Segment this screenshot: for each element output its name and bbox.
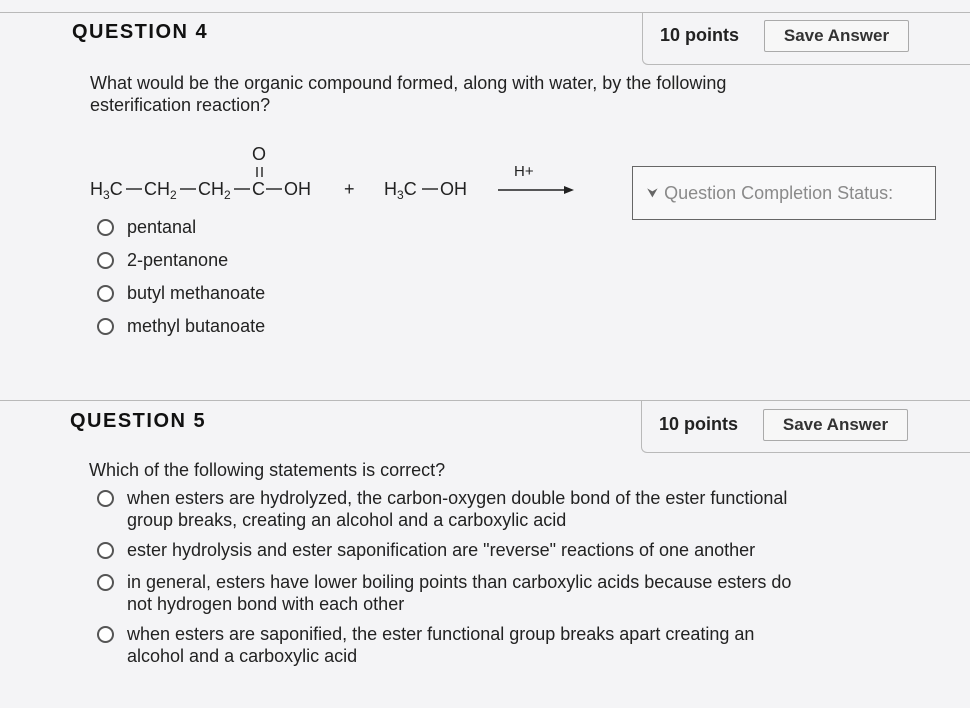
svg-text:H+: H+	[514, 163, 534, 180]
svg-text:CH2: $CH_2$	[144, 179, 177, 202]
question-4-prompt-line-2: esterification reaction?	[90, 95, 271, 115]
svg-text:H3C: $H_3C$	[90, 179, 123, 202]
question-4-prompt-line-1: What would be the organic compound formed, along with water, by the following	[90, 73, 727, 93]
svg-text:O: O	[252, 144, 267, 164]
radio-button[interactable]	[97, 574, 114, 591]
option-label	[127, 487, 787, 531]
option-line-1: when esters are hydrolyzed, the carbon-oxygen double bond of the ester functional	[127, 488, 788, 508]
option-label: 2-pentanone	[127, 250, 229, 270]
option-label: methyl butanoate	[127, 316, 266, 336]
question-5-option[interactable]	[97, 571, 791, 615]
option-line-1: in general, esters have lower boiling points than carboxylic acids because esters do	[127, 572, 792, 592]
completion-status-label: Question Completion Status:	[664, 182, 894, 203]
question-5-option[interactable]	[97, 623, 754, 667]
question-5-points: 10 points	[659, 414, 739, 434]
reaction-svg	[86, 138, 586, 208]
radio-button[interactable]	[97, 285, 114, 302]
svg-text:CH2: $CH_2$	[198, 179, 231, 202]
svg-text:+: +	[344, 179, 355, 199]
radio-button[interactable]	[97, 490, 114, 507]
option-line-2: not hydrogen bond with each other	[127, 594, 405, 614]
question-5-prompt: Which of the following statements is correct?	[89, 460, 446, 480]
double-chevron-down-icon: ⮟	[647, 185, 659, 200]
radio-button[interactable]	[97, 542, 114, 559]
question-4-prompt	[90, 72, 726, 116]
option-label: butyl methanoate	[127, 283, 266, 303]
esterification-reaction-figure	[86, 138, 586, 213]
question-4-option[interactable]	[97, 216, 196, 238]
question-completion-status[interactable]	[632, 166, 936, 220]
option-label: ester hydrolysis and ester saponification are "reverse" reactions of one another	[127, 540, 756, 560]
question-5-save-answer-button[interactable]: Save Answer	[763, 409, 908, 441]
radio-button[interactable]	[97, 626, 114, 643]
question-4-option[interactable]	[97, 249, 228, 271]
svg-text:OH: OH	[284, 179, 311, 199]
svg-text:C: C	[252, 179, 265, 199]
radio-button[interactable]	[97, 219, 114, 236]
svg-text:H3C: $H_3C$	[384, 179, 417, 202]
option-label	[127, 571, 791, 615]
question-5-option[interactable]	[97, 487, 787, 531]
question-4-save-answer-button[interactable]: Save Answer	[764, 20, 909, 52]
svg-text:OH: OH	[440, 179, 467, 199]
option-line-1: when esters are saponified, the ester functional group breaks apart creating an	[127, 624, 755, 644]
option-line-2: alcohol and a carboxylic acid	[127, 646, 358, 666]
question-4-points: 10 points	[660, 25, 740, 45]
question-5-option[interactable]	[97, 539, 755, 561]
option-label	[127, 623, 754, 667]
option-label: pentanal	[127, 217, 197, 237]
question-5-title: QUESTION 5	[70, 410, 207, 432]
question-4-title: QUESTION 4	[72, 21, 209, 43]
option-line-2: group breaks, creating an alcohol and a carboxylic acid	[127, 510, 567, 530]
question-4-option[interactable]	[97, 282, 265, 304]
radio-button[interactable]	[97, 252, 114, 269]
radio-button[interactable]	[97, 318, 114, 335]
question-4-option[interactable]	[97, 315, 265, 337]
